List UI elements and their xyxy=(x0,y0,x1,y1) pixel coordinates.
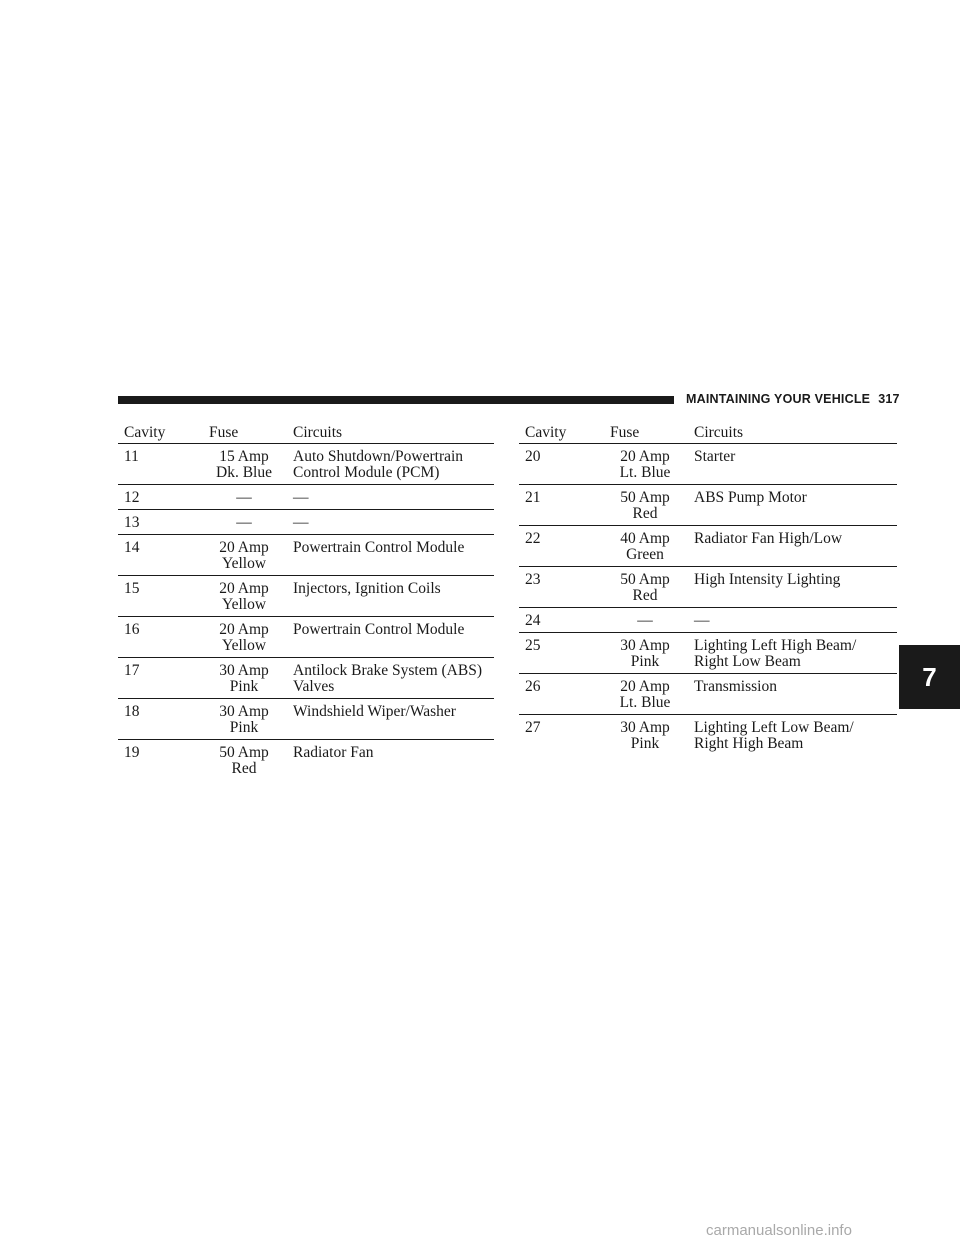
column-header-circuits: Circuits xyxy=(688,425,897,444)
cavity-cell: 11 xyxy=(118,444,201,485)
cavity-cell: 22 xyxy=(519,526,602,567)
fuse-line: Lt. Blue xyxy=(619,694,671,711)
table-row xyxy=(118,617,494,658)
table-row xyxy=(519,526,897,567)
fuse-line: 30 Amp xyxy=(219,662,269,679)
cavity-cell: 15 xyxy=(118,576,201,617)
fuse-line: 30 Amp xyxy=(219,703,269,720)
fuse-cell xyxy=(201,658,287,699)
circuits-cell xyxy=(688,715,897,756)
fuse-line: 20 Amp xyxy=(219,621,269,638)
fuse-cell xyxy=(201,617,287,658)
fuse-line: 30 Amp xyxy=(620,719,670,736)
circuits-cell xyxy=(287,699,494,740)
circuits-cell xyxy=(287,485,494,510)
fuse-cell xyxy=(602,715,688,756)
circuit-line: Powertrain Control Module xyxy=(293,621,465,638)
header-rule xyxy=(118,396,674,404)
fuse-cell xyxy=(201,444,287,485)
cavity-cell: 24 xyxy=(519,608,602,633)
fuse-cell xyxy=(602,633,688,674)
circuits-cell xyxy=(287,576,494,617)
circuit-line: Right High Beam xyxy=(694,735,804,752)
fuse-line: Pink xyxy=(630,653,660,670)
fuse-cell xyxy=(602,444,688,485)
column-header-circuits: Circuits xyxy=(287,425,494,444)
table-row xyxy=(519,485,897,526)
table-header-row xyxy=(118,425,494,444)
circuits-cell xyxy=(287,658,494,699)
circuit-line: Antilock Brake System (ABS) xyxy=(293,662,482,679)
fuse-line: 50 Amp xyxy=(219,744,269,761)
fuse-line: Yellow xyxy=(221,637,267,654)
fuse-line: Lt. Blue xyxy=(619,464,671,481)
column-header-fuse: Fuse xyxy=(602,425,688,444)
circuit-line: Windshield Wiper/Washer xyxy=(293,703,456,720)
fuse-line: Green xyxy=(626,546,664,563)
cavity-cell: 19 xyxy=(124,744,140,761)
circuits-cell xyxy=(688,526,897,567)
column-header-cavity: Cavity xyxy=(519,425,602,444)
cavity-cell: 25 xyxy=(519,633,602,674)
watermark: carmanualsonline.info xyxy=(706,1222,852,1239)
fuse-cell xyxy=(201,740,287,781)
circuit-line: High Intensity Lighting xyxy=(694,571,841,588)
circuit-line: — xyxy=(694,612,710,629)
fuse-cell xyxy=(602,567,688,608)
fuse-line: 20 Amp xyxy=(620,678,670,695)
circuits-cell xyxy=(688,485,897,526)
circuit-line: — xyxy=(293,489,309,506)
table-row xyxy=(118,485,494,510)
column-header-cavity: Cavity xyxy=(118,425,201,444)
circuits-cell xyxy=(688,633,897,674)
fuse-line: 20 Amp xyxy=(620,448,670,465)
fuse-line: 15 Amp xyxy=(219,448,269,465)
cavity-cell: 26 xyxy=(519,674,602,715)
cavity-cell: 17 xyxy=(118,658,201,699)
fuse-cell xyxy=(201,535,287,576)
table-row xyxy=(118,510,494,535)
fuse-line: Red xyxy=(231,760,257,777)
fuse-cell xyxy=(201,576,287,617)
fuse-cell xyxy=(602,608,688,633)
circuit-line: Auto Shutdown/Powertrain xyxy=(293,448,464,465)
fuse-cell xyxy=(201,485,287,510)
fuse-line: 20 Amp xyxy=(219,539,269,556)
fuse-line: Yellow xyxy=(221,555,267,572)
circuit-line: — xyxy=(293,514,309,531)
fuse-line: 50 Amp xyxy=(620,489,670,506)
fuse-line: 20 Amp xyxy=(219,580,269,597)
table-row xyxy=(519,444,897,485)
fuse-table-left-body xyxy=(118,444,494,781)
cavity-cell: 23 xyxy=(519,567,602,608)
circuit-line: Radiator Fan xyxy=(293,744,374,761)
circuit-line: ABS Pump Motor xyxy=(694,489,807,506)
circuits-cell xyxy=(287,444,494,485)
circuit-line: Starter xyxy=(694,448,736,465)
column-header-fuse: Fuse xyxy=(201,425,287,444)
fuse-cell xyxy=(602,526,688,567)
circuit-line: Lighting Left High Beam/ xyxy=(694,637,857,654)
fuse-cell xyxy=(201,699,287,740)
fuse-line: Pink xyxy=(630,735,660,752)
fuse-line: — xyxy=(637,612,653,629)
cavity-cell: 21 xyxy=(519,485,602,526)
fuse-line: 50 Amp xyxy=(620,571,670,588)
fuse-cell xyxy=(201,510,287,535)
fuse-line: Pink xyxy=(229,678,259,695)
cavity-cell: 12 xyxy=(118,485,201,510)
fuse-table-right xyxy=(519,425,897,755)
table-row xyxy=(118,699,494,740)
circuits-cell xyxy=(287,617,494,658)
running-header xyxy=(686,392,900,406)
table-row xyxy=(118,535,494,576)
circuits-cell xyxy=(287,535,494,576)
table-row xyxy=(519,674,897,715)
cavity-cell: 14 xyxy=(118,535,201,576)
table-row xyxy=(118,576,494,617)
circuits-cell xyxy=(688,444,897,485)
fuse-line: 30 Amp xyxy=(620,637,670,654)
table-row xyxy=(519,608,897,633)
circuits-cell xyxy=(287,740,494,781)
fuse-table-left xyxy=(118,425,494,780)
page-number: 317 xyxy=(878,392,900,406)
cavity-cell: 27 xyxy=(525,719,541,736)
fuse-line: — xyxy=(236,489,252,506)
table-row xyxy=(118,658,494,699)
circuit-line: Right Low Beam xyxy=(694,653,801,670)
fuse-line: — xyxy=(236,514,252,531)
section-title: MAINTAINING YOUR VEHICLE xyxy=(686,392,871,406)
table-row xyxy=(118,444,494,485)
cavity-cell: 16 xyxy=(118,617,201,658)
fuse-cell xyxy=(602,674,688,715)
circuit-line: Transmission xyxy=(694,678,777,695)
fuse-cell xyxy=(602,485,688,526)
circuit-line: Valves xyxy=(293,678,335,695)
fuse-line: Yellow xyxy=(221,596,267,613)
cavity-cell: 20 xyxy=(519,444,602,485)
cavity-cell: 13 xyxy=(118,510,201,535)
circuit-line: Lighting Left Low Beam/ xyxy=(694,719,854,736)
table-row xyxy=(519,715,897,756)
circuits-cell xyxy=(688,567,897,608)
fuse-line: Pink xyxy=(229,719,259,736)
cavity-cell: 18 xyxy=(118,699,201,740)
circuit-line: Injectors, Ignition Coils xyxy=(293,580,441,597)
circuit-line: Control Module (PCM) xyxy=(293,464,440,481)
fuse-line: Dk. Blue xyxy=(216,464,272,481)
table-row xyxy=(519,633,897,674)
circuit-line: Radiator Fan High/Low xyxy=(694,530,843,547)
fuse-table-right-body xyxy=(519,444,897,756)
fuse-line: Red xyxy=(632,505,658,522)
circuits-cell xyxy=(688,608,897,633)
circuit-line: Powertrain Control Module xyxy=(293,539,465,556)
table-row xyxy=(519,567,897,608)
circuits-cell xyxy=(287,510,494,535)
table-row xyxy=(118,740,494,781)
circuits-cell xyxy=(688,674,897,715)
fuse-line: 40 Amp xyxy=(620,530,670,547)
section-tab: 7 xyxy=(899,645,960,709)
table-header-row xyxy=(519,425,897,444)
fuse-line: Red xyxy=(632,587,658,604)
